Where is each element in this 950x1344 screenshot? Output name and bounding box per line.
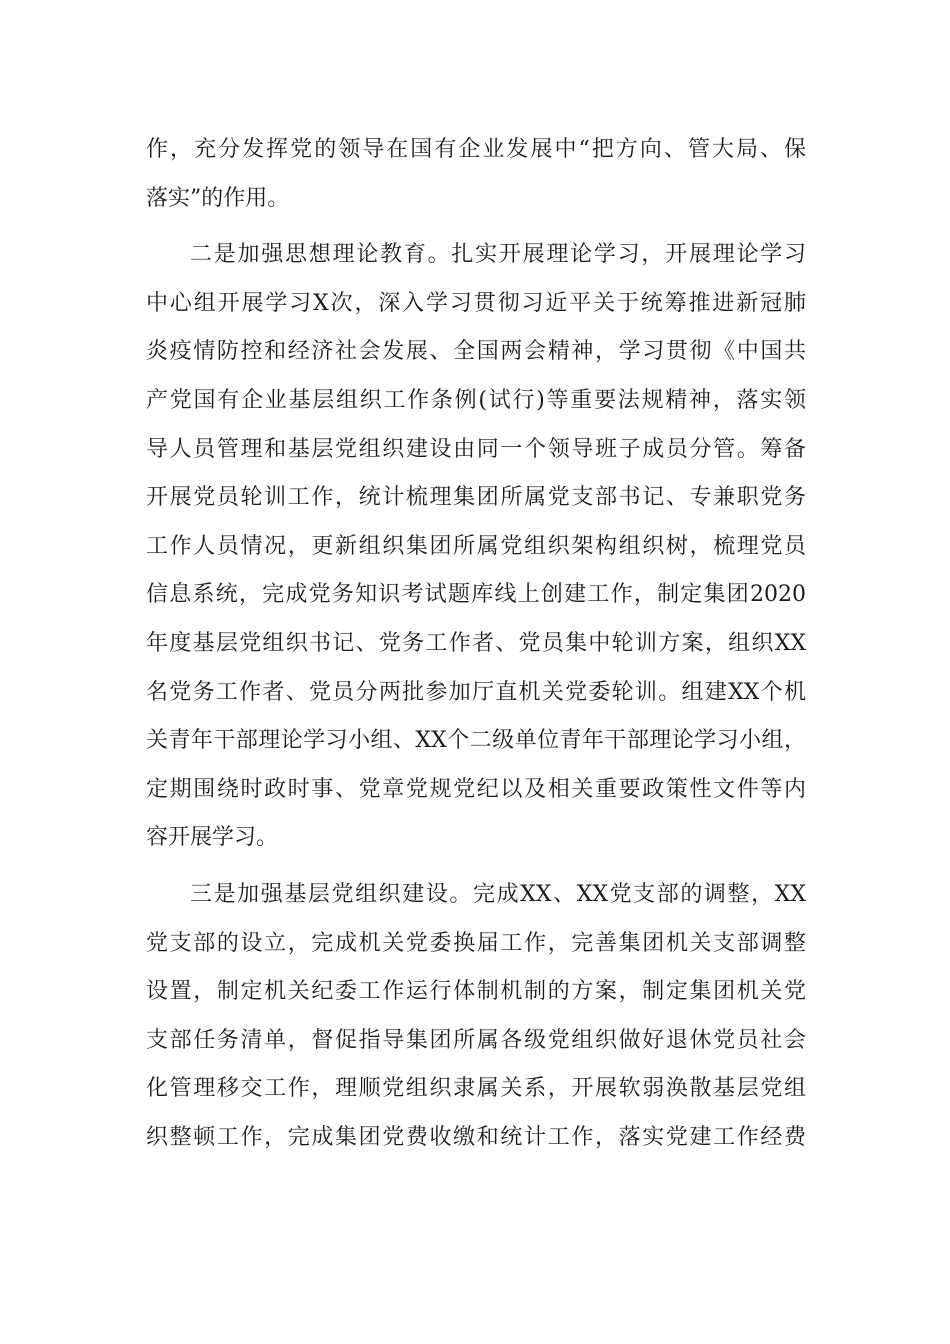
text-line: 信息系统，完成党务知识考试题库线上创建工作，制定集团2020: [146, 582, 806, 608]
text-line: 关青年干部理论学习小组、XX个二级单位青年干部理论学习小组，: [146, 728, 806, 754]
text-line: 开展党员轮训工作，统计梳理集团所属党支部书记、专兼职党务: [146, 485, 806, 511]
text-line: 三是加强基层党组织建设。完成XX、XX党支部的调整，XX: [190, 881, 806, 907]
paragraph-2: [146, 231, 806, 863]
text-line: 工作人员情况，更新组织集团所属党组织架构组织树，梳理党员: [146, 533, 806, 559]
paragraph-3: [146, 871, 806, 1163]
text-line: 导人员管理和基层党组织建设由同一个领导班子成员分管。筹备: [146, 436, 806, 462]
text-line: 支部任务清单，督促指导集团所属各级党组织做好退休党员社会: [146, 1027, 806, 1053]
text-line: 落实”的作用。: [146, 185, 290, 211]
text-line: 织整顿工作，完成集团党费收缴和统计工作，落实党建工作经费: [146, 1124, 806, 1150]
text-line: 设置，制定机关纪委工作运行体制机制的方案，制定集团机关党: [146, 979, 806, 1005]
text-line: 产党国有企业基层组织工作条例(试行)等重要法规精神，落实领: [146, 387, 806, 413]
text-line: 党支部的设立，完成机关党委换届工作，完善集团机关支部调整: [146, 930, 806, 956]
text-line: 定期围绕时政时事、党章党规党纪以及相关重要政策性文件等内: [146, 776, 806, 802]
text-line: 二是加强思想理论教育。扎实开展理论学习，开展理论学习: [190, 242, 806, 268]
text-line: 年度基层党组织书记、党务工作者、党员集中轮训方案，组织XX: [146, 630, 806, 656]
text-line: 化管理移交工作，理顺党组织隶属关系，开展软弱涣散基层党组: [146, 1076, 806, 1102]
text-line: 中心组开展学习X次，深入学习贯彻习近平关于统筹推进新冠肺: [146, 290, 806, 316]
document-body: [146, 126, 806, 1162]
text-line: 容开展学习。: [146, 825, 279, 851]
paragraph-1: [146, 126, 806, 223]
text-line: 炎疫情防控和经济社会发展、全国两会精神，学习贯彻《中国共: [146, 339, 806, 365]
text-line: 名党务工作者、党员分两批参加厅直机关党委轮训。组建XX个机: [146, 679, 806, 705]
text-line: 作，充分发挥党的领导在国有企业发展中“把方向、管大局、保: [146, 137, 806, 162]
